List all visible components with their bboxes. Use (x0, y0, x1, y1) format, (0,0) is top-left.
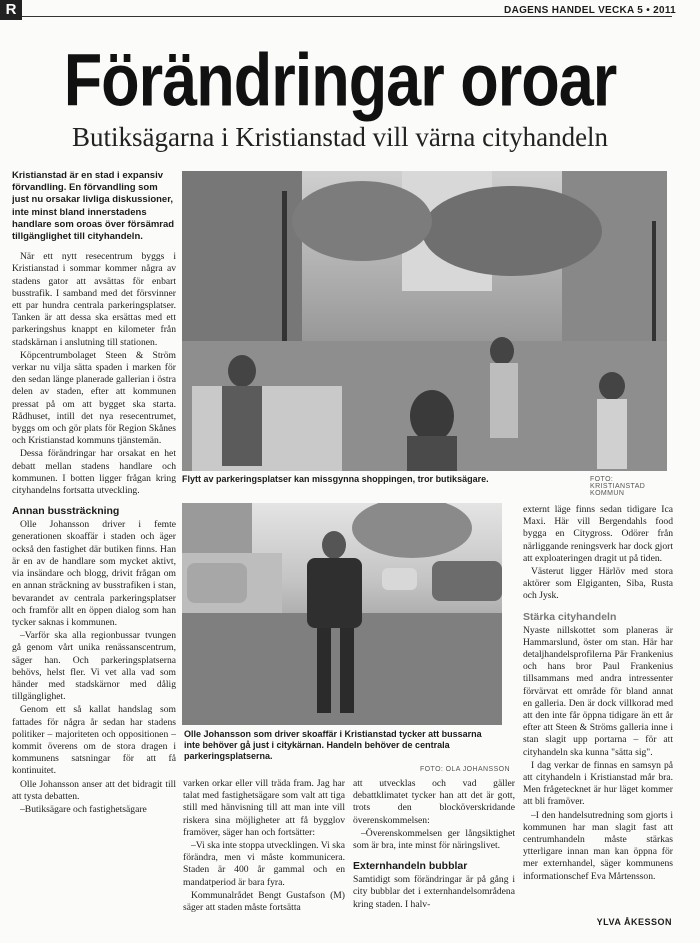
paragraph: att utvecklas och vad gäller debattklimatet tycker han att det är gott, trots den blocköverskridande överenskommelsen: (353, 778, 515, 826)
street-photo (182, 171, 667, 471)
paragraph: Genom ett så kallat handslag som fattades för några år sedan har stadens politiker – majoriteten och oppositionen – kommit överens om de stora dragen i kommunens satsningar för att få kontinuitet. (12, 704, 176, 777)
paragraph: –I den handelsutredning som gjorts i kommunen har man slagit fast att centrumhandeln måste stärkas ytterligare innan man kan öppna för mer externhandel, säger kommunens informationschef Eva Mårtensson. (523, 809, 673, 882)
paragraph: –Vi ska inte stoppa utvecklingen. Vi ska förändra, men vi måste kommunicera. Staden är 400 år gammal och en mandatperiod är bara fyra. (183, 840, 345, 888)
paragraph: Nyaste nillskottet som planeras är Hammarslund, öster om stan. Här har detaljhandelsprofilerna Pär Frankenius och hans bror Paul Frankenius tillsammans med andra intressenter förvärvat ett område för bland annat en galleria. Den är dock villkorad med att den inte får öppna tidigare än ett år efter att Steen & Ströms galleria inne i stan slagit upp portarna – för att cityhandeln ska kunna "sätta sig". (523, 624, 673, 758)
article-subheadline: Butiksägarna i Kristianstad vill värna cityhandeln (71, 122, 609, 152)
paragraph: Västerut ligger Härlöv med stora aktörer som Elgiganten, Siba, Rusta och Jysk. (523, 566, 673, 602)
page-corner-logo: R (0, 0, 22, 20)
column-4 (523, 504, 673, 914)
photo2-caption: Olle Johansson som driver skoaffär i Kristianstad tycker att bussarna inte behöver gå just i citykärnan. Handeln behöver de centrala parkeringsplatserna. (184, 729, 482, 761)
paragraph: Köpcentrumbolaget Steen & Ström verkar nu vilja sätta spaden i marken för den sedan länge planerade gallerian i östra delen av staden, efter att kommunen pressat på om att bygget ska starta. Rådhuset, intill det nya resecentrumet, byggs om och gör plats för Region Skånes och Kristianstad kommuns tjänstemän. (12, 349, 176, 447)
paragraph: Olle Johansson anser att det bidragit till att tysta debatten. (12, 778, 176, 802)
header-rule (22, 16, 672, 17)
section-heading: Stärka cityhandeln (523, 610, 617, 623)
paragraph: varken orkar eller vill träda fram. Jag har talat med fastighetsägare som valt att tiga still med hänvisning till att man inte vill riskera sina möjligheter att få bygglov framöver, säger han och fortsätter: (183, 778, 345, 838)
column-1 (12, 170, 176, 935)
section-heading: Annan bussträckning (12, 505, 120, 518)
paragraph: externt läge finns sedan tidigare Ica Maxi. Här vill Bergendahls food bygga en Citygross. Odörer från närliggande reningsverk har dock gjort att exploateringen dragit ut på tiden. (523, 504, 673, 564)
photo1-credit: FOTO: KRISTIANSTAD KOMMUN (590, 476, 646, 497)
publication-line: DAGENS HANDEL VECKA 5 • 2011 (504, 5, 676, 16)
paragraph: Samtidigt som förändringar är på gång i city bubblar det i externhandelsområdena kring staden. I halv- (353, 874, 515, 910)
column-2 (183, 778, 345, 928)
paragraph: I dag verkar de finnas en samsyn på att cityhandeln i Kristianstad mår bra. Men frågetecknet är hur läget kommer att bli framöver. (523, 759, 673, 808)
section-heading: Externhandeln bubblar (353, 860, 468, 873)
photo1-caption: Flytt av parkeringsplatser kan missgynna shoppingen, tror butiksägare. (182, 474, 489, 484)
photo2-credit: FOTO: OLA JOHANSSON (420, 766, 510, 773)
paragraph: Olle Johansson driver i femte generationen skoaffär i staden och äger också den fastighet där butiken finns. Han är en av de handlare som mycket aktivt, via insändare och blogg, drivit frågan om en annan sträckning av busstrafiken i stan, bevarandet av centrala parkeringsplatser och framför allt en öppen dialog som han tycker saknas i kommunen. (12, 519, 176, 628)
paragraph: –Butiksägare och fastighetsägare (20, 803, 147, 815)
paragraph: –Överenskommelsen ger långsiktighet som är bra, inte minst för näringslivet. (353, 827, 515, 852)
byline: YLVA ÅKESSON (596, 917, 672, 927)
column-3 (353, 778, 515, 928)
paragraph: Kommunalrådet Bengt Gustafson (M) säger att staden måste fortsätta (183, 889, 345, 914)
portrait-photo (182, 503, 502, 725)
article-lead: Kristianstad är en stad i expansiv förvandling. En förvandling som just nu orsakar livliga diskussioner, inte minst bland innerstadens handlare som oroas över försämrad tillgänglighet till cityhandeln. (12, 170, 175, 243)
article-headline: Förändringar oroar (63, 39, 617, 122)
portrait-photo-illustration (182, 503, 502, 725)
street-photo-illustration (182, 171, 667, 471)
paragraph: När ett nytt resecentrum byggs i Kristianstad i sommar kommer några av stadens gator att avsättas för enbart busstrafik. I samband med det försvinner ett par hundra centrala parkeringsplatser. Tanken är att dessa ska ersättas med ett parkeringshus knappt en kilometer från stadskärnan i anslutning till stationen. (12, 251, 176, 348)
paragraph: –Varför ska alla regionbussar tvungen gå genom vårt unika renässanscentrum, säger han. Och parkeringsplatserna behövs, helst fler. Vi vet alla vad som händer med stadskärnor med dålig tillgänglighet. (12, 630, 176, 703)
paragraph: Dessa förändringar har orsakat en het debatt mellan stadens handlare och kommunen. I botten ligger frågan kring cityhandelns fortsatta utveckling. (12, 448, 176, 497)
